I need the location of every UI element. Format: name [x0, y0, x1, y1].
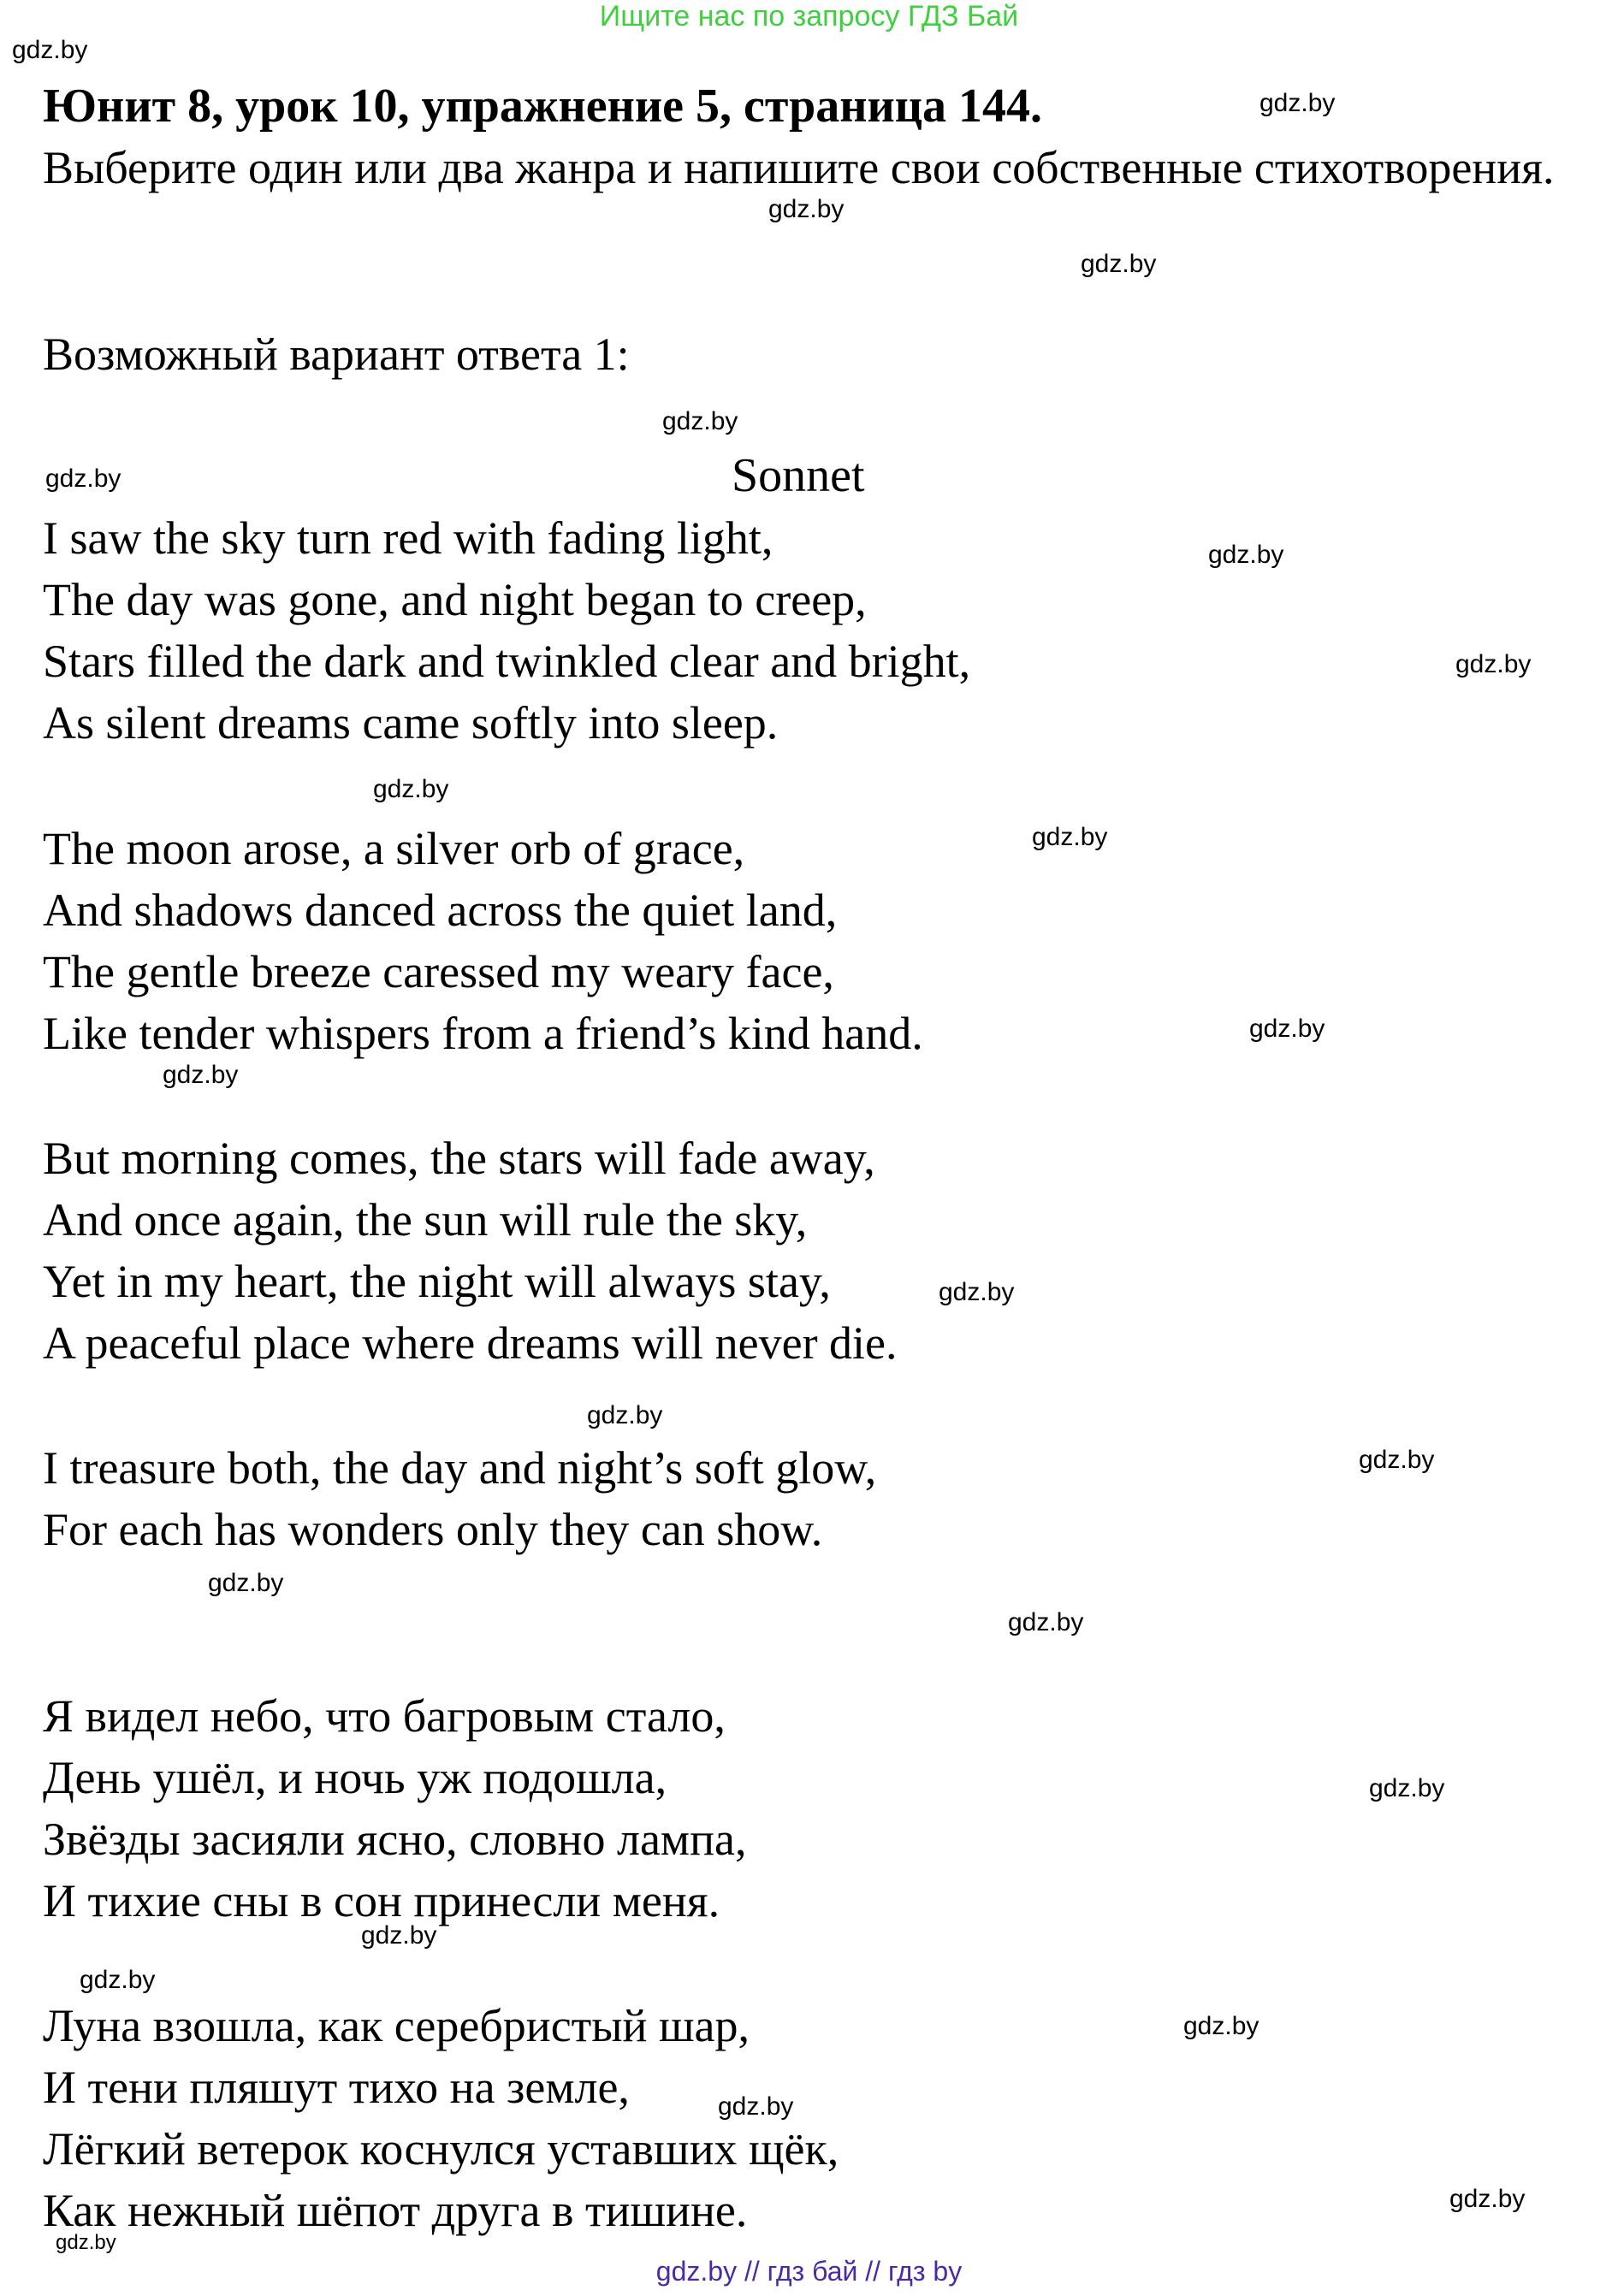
poem-line: И тени пляшут тихо на земле,	[43, 2062, 630, 2113]
poem-line: As silent dreams came softly into sleep.	[43, 697, 779, 749]
watermark: gdz.by	[80, 1966, 156, 1994]
watermark: gdz.by	[1183, 2012, 1259, 2040]
watermark: gdz.by	[1249, 1015, 1325, 1043]
watermark: gdz.by	[1032, 823, 1108, 851]
watermark: gdz.by	[587, 1401, 663, 1429]
poem-line: День ушёл, и ночь уж подошла,	[43, 1752, 667, 1803]
answer-variant-label: Возможный вариант ответа 1:	[43, 328, 630, 380]
poem-line: Лёгкий ветерок коснулся уставших щёк,	[43, 2123, 839, 2175]
footer: gdz.by // гдз бай // гдз by	[655, 2256, 963, 2287]
poem-line: Луна взошла, как серебристый шар,	[43, 2000, 750, 2051]
watermark: gdz.by	[1455, 650, 1532, 678]
poem-line: But morning comes, the stars will fade away,	[43, 1133, 875, 1184]
poem-line: Как нежный шёпот друга в тишине.	[43, 2185, 748, 2236]
poem-line: Я видел небо, что багровым стало,	[43, 1690, 726, 1742]
english-stanza-1	[43, 507, 970, 754]
english-couplet	[43, 1437, 876, 1560]
poem-line: Like tender whispers from a friend’s kind hand.	[43, 1008, 923, 1059]
poem-line: And once again, the sun will rule the sky,	[43, 1194, 808, 1246]
watermark: gdz.by	[662, 407, 738, 435]
poem-line: A peaceful place where dreams will never die.	[43, 1317, 898, 1369]
poem-line: The moon arose, a silver orb of grace,	[43, 823, 745, 874]
english-stanza-3	[43, 1127, 898, 1374]
watermark: gdz.by	[1359, 1446, 1435, 1474]
poem-line: Звёзды засияли ясно, словно лампа,	[43, 1814, 747, 1865]
poem-line: Yet in my heart, the night will always stay,	[43, 1256, 831, 1307]
poem-line: For each has wonders only they can show.	[43, 1504, 823, 1555]
english-stanza-2	[43, 818, 923, 1064]
watermark: gdz.by	[768, 195, 845, 223]
watermark: gdz.by	[163, 1061, 239, 1089]
watermark: gdz.by	[1369, 1774, 1445, 1802]
poem-line: The day was gone, and night began to creep,	[43, 574, 867, 625]
watermark: gdz.by	[373, 775, 449, 803]
watermark: gdz.by	[208, 1569, 284, 1597]
poem-line: And shadows danced across the quiet land,	[43, 885, 838, 936]
watermark: gdz.by	[12, 36, 88, 64]
poem-line: И тихие сны в сон принесли меня.	[43, 1875, 720, 1926]
watermark: gdz.by	[718, 2092, 794, 2121]
task-text: Выберите один или два жанра и напишите свои собственные стихотворения.	[43, 142, 1555, 193]
poem-line: I treasure both, the day and night’s soft glow,	[43, 1442, 877, 1494]
watermark: gdz.by	[1449, 2185, 1526, 2213]
russian-stanza-1	[43, 1685, 746, 1932]
watermark: gdz.by	[1208, 541, 1284, 569]
poem-title: Sonnet	[732, 449, 865, 502]
poem-line: I saw the sky turn red with fading light,	[43, 512, 773, 564]
page-title: Юнит 8, урок 10, упражнение 5, страница 144.	[43, 80, 1043, 133]
watermark: gdz.by	[1008, 1608, 1084, 1636]
watermark: gdz.by	[1081, 250, 1157, 278]
poem-line: The gentle breeze caressed my weary face,	[43, 946, 834, 997]
watermark: gdz.by	[1259, 89, 1336, 117]
watermark: gdz.by	[56, 2231, 116, 2254]
poem-line: Stars filled the dark and twinkled clear and bright,	[43, 636, 971, 687]
top-banner: Ищите нас по запросу ГДЗ Бай	[599, 0, 1019, 33]
watermark: gdz.by	[45, 465, 121, 493]
watermark: gdz.by	[361, 1921, 437, 1950]
watermark: gdz.by	[939, 1278, 1015, 1306]
